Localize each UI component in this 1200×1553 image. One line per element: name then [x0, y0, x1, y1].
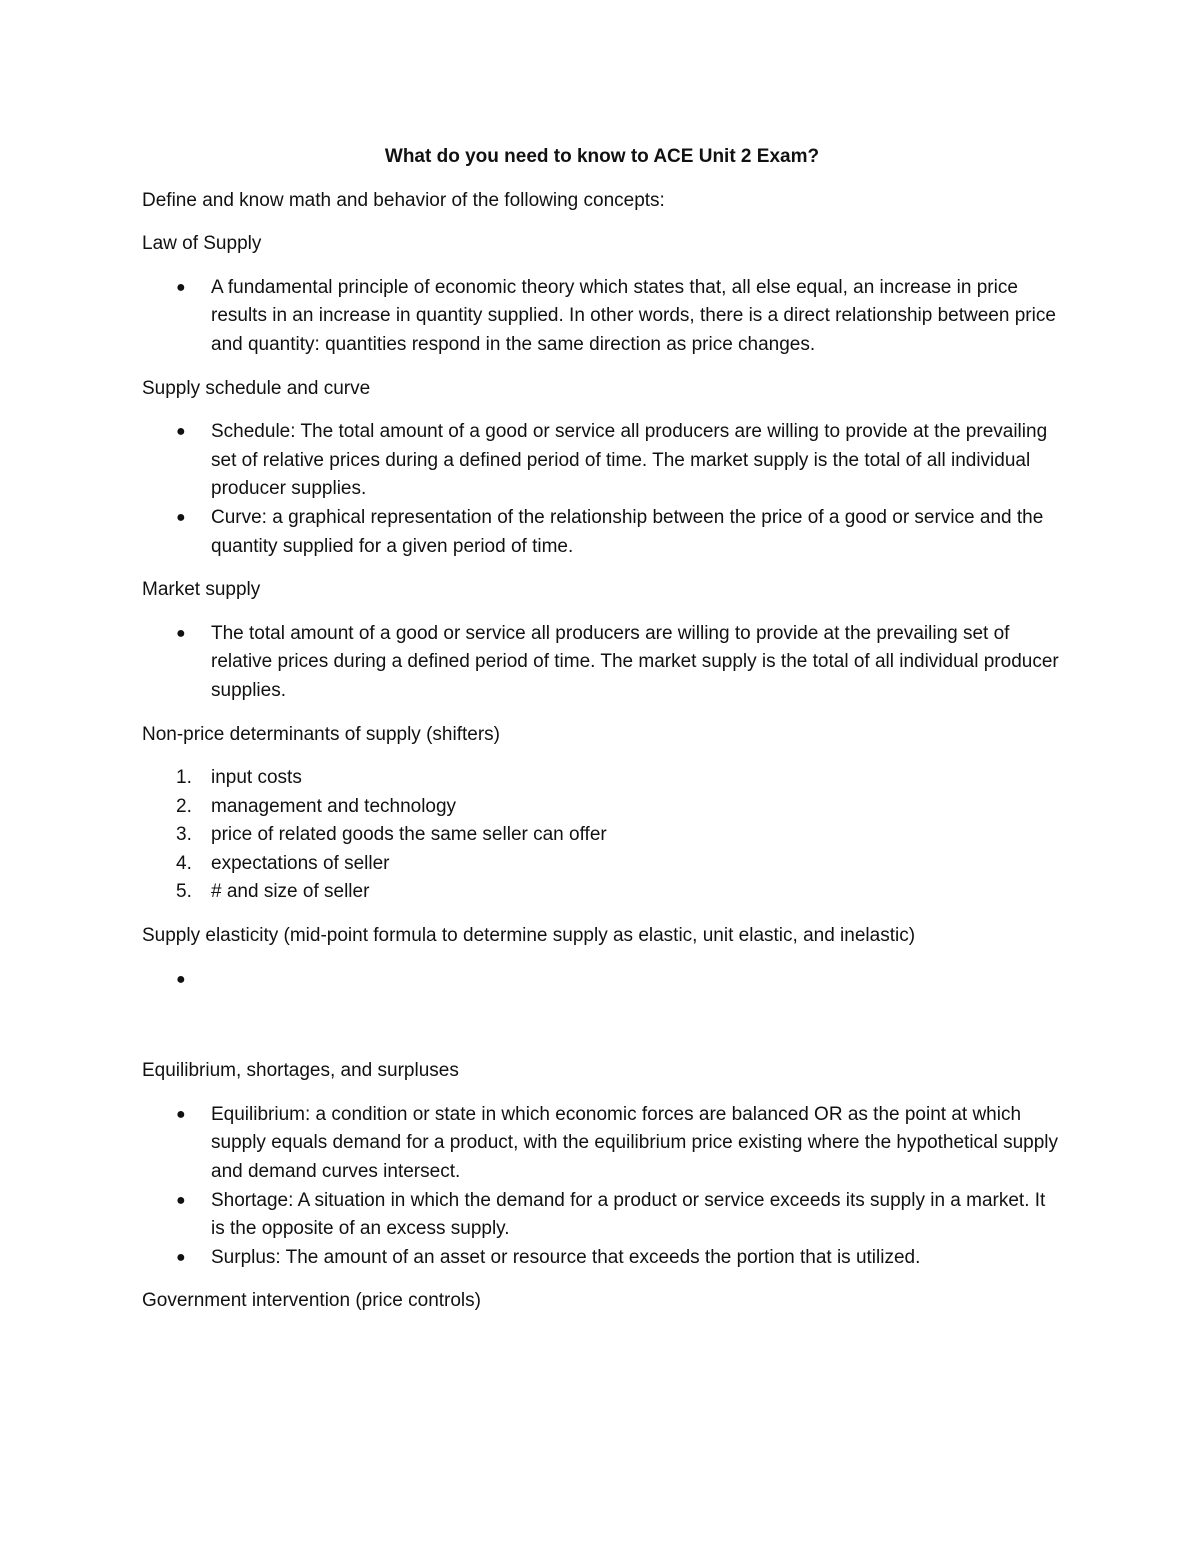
numbered-item-text: input costs [211, 767, 302, 789]
supply-schedule-list [142, 418, 1062, 561]
section-heading-supply-schedule: Supply schedule and curve [142, 377, 371, 399]
list-item [142, 620, 1062, 706]
numbered-item [142, 850, 1062, 879]
numbered-item-text: expectations of seller [211, 852, 390, 874]
bullet-icon: ● [176, 423, 186, 441]
list-item [142, 504, 1062, 561]
market-supply-list [142, 620, 1062, 706]
section-heading-equilibrium: Equilibrium, shortages, and surpluses [142, 1060, 459, 1082]
list-item-text: The total amount of a good or service all producers are willing to provide at the prevailing set of relative prices during a defined period of time. The market supply is the total of all individual producer supplies. [211, 622, 1059, 701]
law-of-supply-list [142, 274, 1062, 360]
list-item-text: Equilibrium: a condition or state in which economic forces are balanced OR as the point at which supply equals demand for a product, with the equilibrium price existing where the hypothetical supply and demand curves intersect. [211, 1103, 1059, 1183]
list-item-text: A fundamental principle of economic theory which states that, all else equal, an increase in price results in an increase in quantity supplied. In other words, there is a direct relationship between price and quantity: quantities respond in the same direction as price changes. [211, 276, 1056, 355]
list-item-text: Curve: a graphical representation of the relationship between the price of a good or service and the quantity supplied for a given period of time. [211, 506, 1044, 557]
list-item [142, 274, 1062, 360]
bullet-icon: ● [176, 278, 186, 296]
item-number: 5. [176, 881, 192, 903]
numbered-item [142, 764, 1062, 793]
item-number: 3. [176, 824, 192, 846]
bullet-icon: ● [176, 970, 186, 988]
bullet-icon: ● [176, 1191, 186, 1209]
section-heading-market-supply: Market supply [142, 579, 261, 601]
bullet-icon: ● [176, 508, 186, 526]
list-item [142, 1187, 1062, 1244]
bullet-icon: ● [176, 1248, 186, 1266]
numbered-item-text: price of related goods the same seller can offer [211, 824, 607, 846]
numbered-item [142, 878, 1062, 907]
bullet-icon: ● [176, 1105, 186, 1123]
bullet-icon: ● [176, 624, 186, 642]
item-number: 1. [176, 767, 192, 789]
item-number: 2. [176, 795, 192, 817]
document-body [142, 143, 1062, 1331]
list-item [142, 966, 1062, 995]
elasticity-list [142, 966, 1062, 995]
blank-line [142, 1009, 1062, 1057]
list-item [142, 1101, 1062, 1187]
numbered-item [142, 793, 1062, 822]
numbered-item-text: management and technology [211, 795, 457, 817]
list-item-text: Surplus: The amount of an asset or resource that exceeds the portion that is utilized. [211, 1246, 921, 1268]
list-item-text: Schedule: The total amount of a good or service all producers are willing to provide at the prevailing set of relative prices during a defined period of time. The market supply is the total of all individual producer supplies. [211, 421, 1048, 500]
numbered-item-text: # and size of seller [211, 881, 370, 903]
item-number: 4. [176, 852, 192, 874]
section-heading-non-price: Non-price determinants of supply (shifters) [142, 723, 500, 745]
page-title: What do you need to know to ACE Unit 2 Exam? [384, 146, 820, 167]
list-item [142, 1244, 1062, 1273]
equilibrium-list [142, 1101, 1062, 1273]
section-heading-law-of-supply: Law of Supply [142, 233, 262, 255]
section-heading-government: Government intervention (price controls) [142, 1290, 481, 1312]
list-item [142, 418, 1062, 504]
non-price-list [142, 764, 1062, 907]
list-item-text: Shortage: A situation in which the demand for a product or service exceeds its supply in a market. It is the opposite of an excess supply. [211, 1189, 1046, 1240]
section-heading-elasticity: Supply elasticity (mid-point formula to determine supply as elastic, unit elastic, and inelastic) [142, 925, 916, 947]
numbered-item [142, 821, 1062, 850]
intro-text: Define and know math and behavior of the following concepts: [142, 189, 665, 211]
